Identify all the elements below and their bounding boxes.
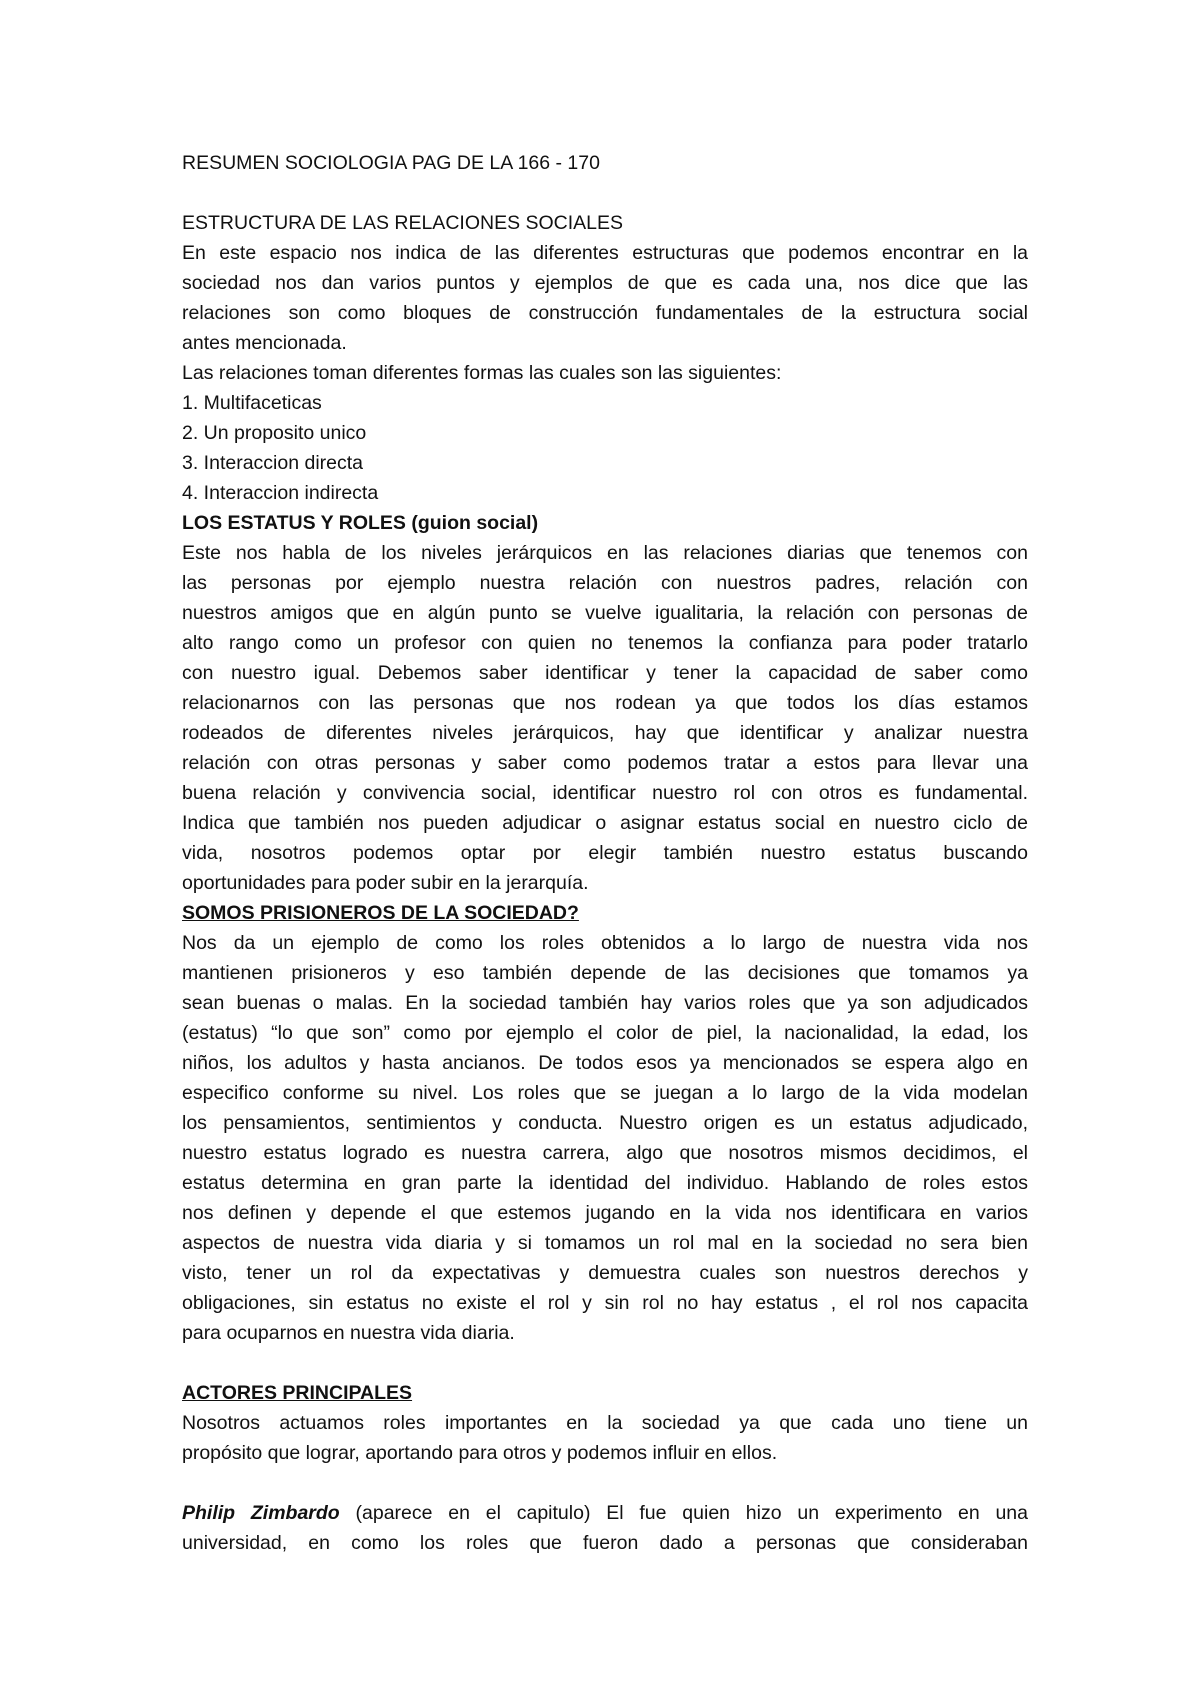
relation-forms-list — [182, 388, 1028, 508]
paragraph-line: rodeados de diferentes niveles jerárquicos, hay que identificar y analizar nuestra — [182, 722, 1028, 744]
section-heading-actores: ACTORES PRINCIPALES — [182, 1382, 413, 1404]
paragraph-line: antes mencionada. — [182, 332, 347, 354]
paragraph-line: visto, tener un rol da expectativas y demuestra cuales son nuestros derechos y — [182, 1262, 1028, 1284]
paragraph-line — [182, 1498, 1028, 1528]
paragraph-line: sean buenas o malas. En la sociedad también hay varios roles que ya son adjudicados — [182, 992, 1028, 1014]
paragraph-line: relaciones son como bloques de construcción fundamentales de la estructura social — [182, 302, 1028, 324]
spacer — [182, 1468, 1028, 1498]
paragraph-line: alto rango como un profesor con quien no tenemos la confianza para poder tratarlo — [182, 632, 1028, 654]
paragraph-line: propósito que lograr, aportando para otros y podemos influir en ellos. — [182, 1442, 778, 1464]
paragraph-line: nuestros amigos que en algún punto se vuelve igualitaria, la relación con personas de — [182, 602, 1028, 624]
paragraph-line: En este espacio nos indica de las diferentes estructuras que podemos encontrar en la — [182, 242, 1028, 264]
paragraph-line: aspectos de nuestra vida diaria y si tomamos un rol mal en la sociedad no sera bien — [182, 1232, 1028, 1254]
paragraph-line: Nosotros actuamos roles importantes en la sociedad ya que cada uno tiene un — [182, 1412, 1028, 1434]
paragraph-line: buena relación y convivencia social, identificar nuestro rol con otros es fundamental. — [182, 782, 1028, 804]
zimbardo-line-rest: (aparece en el capitulo) El fue quien hizo un experimento en una — [339, 1502, 1028, 1524]
paragraph-line: mantienen prisioneros y eso también depende de las decisiones que tomamos ya — [182, 962, 1028, 984]
list-item: 3. Interaccion directa — [182, 452, 364, 474]
paragraph-line: oportunidades para poder subir en la jerarquía. — [182, 872, 589, 894]
section-heading-prisioneros: SOMOS PRISIONEROS DE LA SOCIEDAD? — [182, 902, 579, 924]
spacer — [182, 178, 1028, 208]
document-title: RESUMEN SOCIOLOGIA PAG DE LA 166 - 170 — [182, 152, 600, 174]
list-intro: Las relaciones toman diferentes formas las cuales son las siguientes: — [182, 362, 782, 384]
spacer — [182, 1348, 1028, 1378]
paragraph-line: relación con otras personas y saber como podemos tratar a estos para llevar una — [182, 752, 1028, 774]
paragraph-line: nos definen y depende el que estemos jugando en la vida nos identificara en varios — [182, 1202, 1028, 1224]
paragraph-line: niños, los adultos y hasta ancianos. De todos esos ya mencionados se espera algo en — [182, 1052, 1028, 1074]
paragraph-line: las personas por ejemplo nuestra relación con nuestros padres, relación con — [182, 572, 1028, 594]
paragraph-line: Nos da un ejemplo de como los roles obtenidos a lo largo de nuestra vida nos — [182, 932, 1028, 954]
section-heading-estatus-roles: LOS ESTATUS Y ROLES (guion social) — [182, 512, 539, 534]
paragraph-line: obligaciones, sin estatus no existe el rol y sin rol no hay estatus , el rol nos capacita — [182, 1292, 1028, 1314]
paragraph-estatus-roles — [182, 538, 1028, 898]
paragraph-line: especifico conforme su nivel. Los roles que se juegan a lo largo de la vida modelan — [182, 1082, 1028, 1104]
list-item: 2. Un proposito unico — [182, 422, 367, 444]
document-page — [182, 148, 1028, 1558]
paragraph-line: vida, nosotros podemos optar por elegir también nuestro estatus buscando — [182, 842, 1028, 864]
paragraph-zimbardo — [182, 1498, 1028, 1558]
paragraph-line: (estatus) “lo que son” como por ejemplo el color de piel, la nacionalidad, la edad, los — [182, 1022, 1028, 1044]
paragraph-line: Este nos habla de los niveles jerárquicos en las relaciones diarias que tenemos con — [182, 542, 1028, 564]
list-item: 4. Interaccion indirecta — [182, 482, 379, 504]
paragraph-line: relacionarnos con las personas que nos rodean ya que todos los días estamos — [182, 692, 1028, 714]
paragraph-line: estatus determina en gran parte la identidad del individuo. Hablando de roles estos — [182, 1172, 1028, 1194]
paragraph-line: Indica que también nos pueden adjudicar o asignar estatus social en nuestro ciclo de — [182, 812, 1028, 834]
zimbardo-name: Philip Zimbardo — [182, 1502, 340, 1524]
paragraph-line: sociedad nos dan varios puntos y ejemplos de que es cada una, nos dice que las — [182, 272, 1028, 294]
paragraph-actores — [182, 1408, 1028, 1468]
list-item: 1. Multifaceticas — [182, 392, 322, 414]
paragraph-prisioneros — [182, 928, 1028, 1348]
section-heading-estructura: ESTRUCTURA DE LAS RELACIONES SOCIALES — [182, 212, 624, 234]
paragraph-line: universidad, en como los roles que fueron dado a personas que consideraban — [182, 1532, 1028, 1554]
paragraph-line: para ocuparnos en nuestra vida diaria. — [182, 1322, 515, 1344]
paragraph-line: nuestro estatus logrado es nuestra carrera, algo que nosotros mismos decidimos, el — [182, 1142, 1028, 1164]
paragraph-line: con nuestro igual. Debemos saber identificar y tener la capacidad de saber como — [182, 662, 1028, 684]
paragraph-line: los pensamientos, sentimientos y conducta. Nuestro origen es un estatus adjudicado, — [182, 1112, 1028, 1134]
paragraph-estructura — [182, 238, 1028, 358]
